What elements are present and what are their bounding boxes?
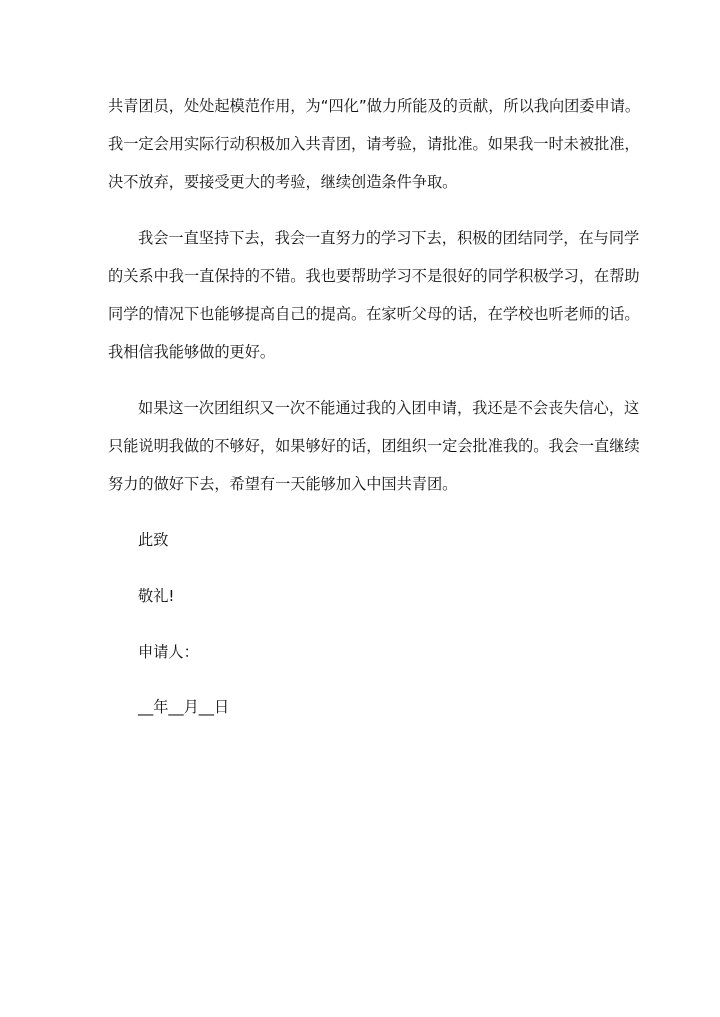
applicant-label: 申请人： [138,643,199,661]
date-line: __年__月__日 [138,698,230,716]
salute-text: 敬礼! [138,587,175,605]
paragraph3-line3: 努力的做好下去，希望有一天能够加入中国共青团。 [108,475,458,493]
paragraph1-line3: 决不放弃，要接受更大的考验，继续创造条件争取。 [108,173,458,191]
paragraph3-line1: 如果这一次团组织又一次不能通过我的入团申请，我还是不会丧失信心，这 [138,399,640,417]
paragraph1-line1: 共青团员，处处起模范作用，为“四化”做力所能及的贡献，所以我向团委申请。 [108,97,641,115]
paragraph2-line1: 我会一直坚持下去，我会一直努力的学习下去，积极的团结同学，在与同学 [138,229,640,247]
paragraph2-line2: 的关系中我一直保持的不错。我也要帮助学习不是很好的同学积极学习，在帮助 [108,267,640,285]
closing-text: 此致 [138,531,169,549]
paragraph1-line2: 我一定会用实际行动积极加入共青团，请考验，请批准。如果我一时未被批准， [108,135,640,153]
paragraph2-line4: 我相信我能够做的更好。 [108,343,276,361]
paragraph2-line3: 同学的情况下也能够提高自己的提高。在家听父母的话，在学校也听老师的话。 [108,305,640,323]
paragraph3-line2: 只能说明我做的不够好，如果够好的话，团组织一定会批准我的。我会一直继续 [108,437,640,455]
